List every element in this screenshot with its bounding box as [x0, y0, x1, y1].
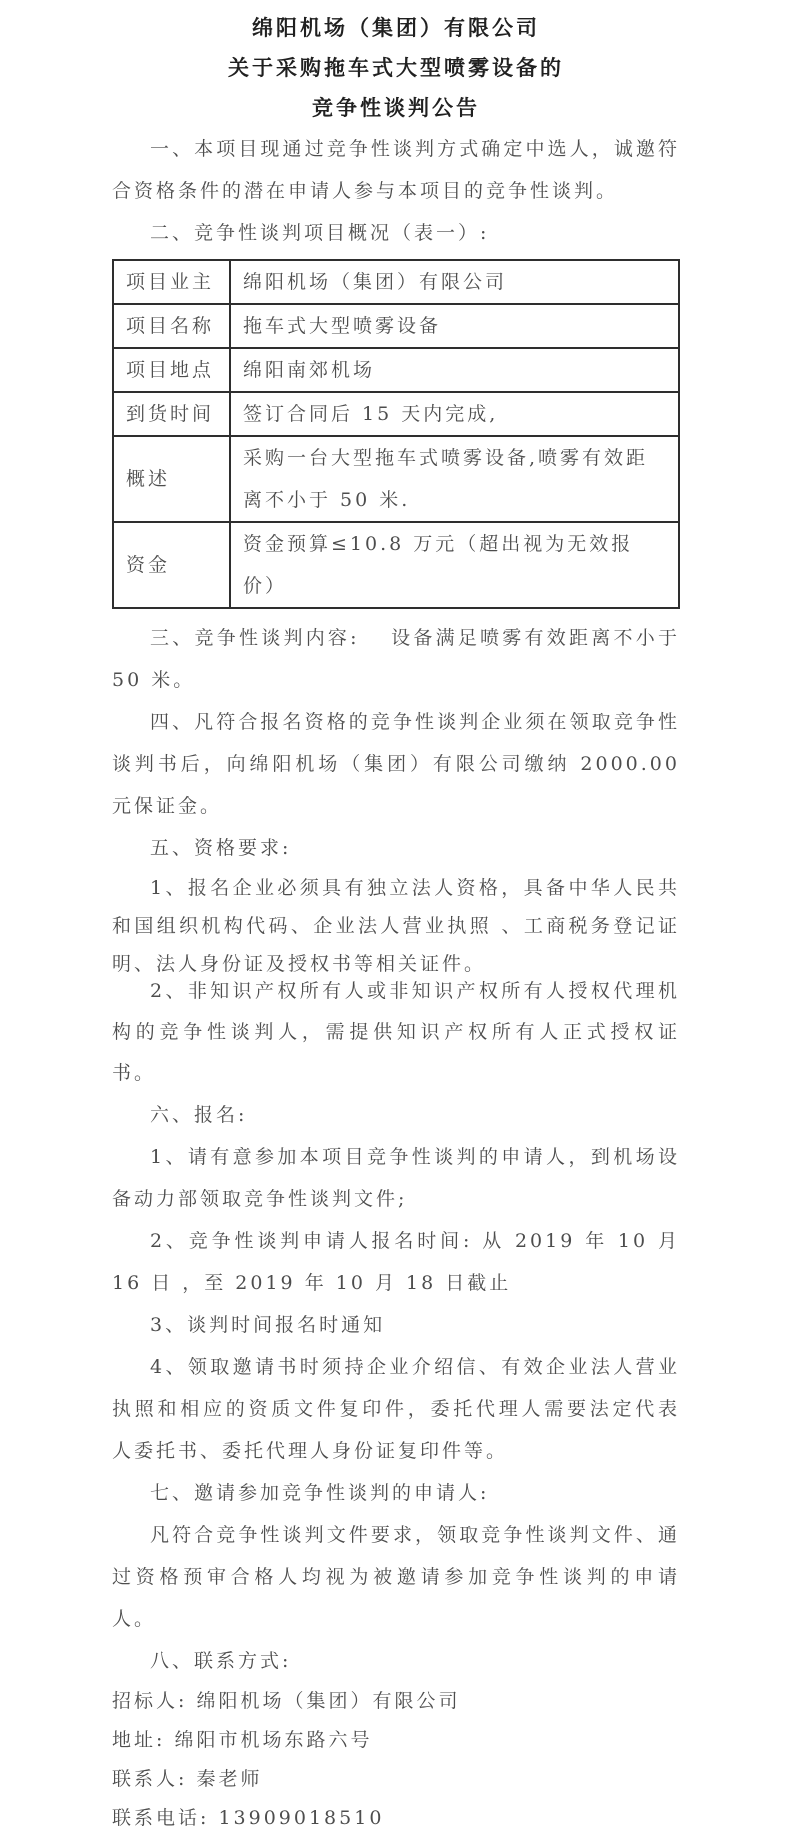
table-cell-value: 绵阳机场（集团）有限公司	[230, 260, 679, 304]
para-section3: 三、竞争性谈判内容: 设备满足喷雾有效距离不小于 50 米。	[112, 627, 680, 691]
doc-title-type: 竞争性谈判公告	[312, 95, 480, 120]
para-section5-item2: 2、非知识产权所有人或非知识产权所有人授权代理机构的竞争性谈判人，需提供知识产权所有人正式授权证书。	[112, 980, 680, 1084]
para-section4: 四、凡符合报名资格的竞争性谈判企业须在领取竞争性谈判书后，向绵阳机场（集团）有限公司缴纳 2000.00 元保证金。	[112, 711, 680, 817]
para-section6-item4: 4、领取邀请书时须持企业介绍信、有效企业法人营业执照和相应的资质文件复印件，委托代理人需要法定代表人委托书、委托代理人身份证复印件等。	[112, 1356, 680, 1462]
para-section6-item1: 1、请有意参加本项目竞争性谈判的申请人，到机场设备动力部领取竞争性谈判文件;	[112, 1146, 680, 1210]
contact-address: 地址: 绵阳市机场东路六号	[112, 1729, 373, 1751]
doc-title-subject: 关于采购拖车式大型喷雾设备的	[228, 55, 564, 80]
doc-title-company: 绵阳机场（集团）有限公司	[252, 15, 540, 40]
para-section6-heading: 六、报名:	[150, 1104, 248, 1126]
table-cell-label: 资金	[113, 522, 230, 608]
para-section6-item3: 3、谈判时间报名时通知	[150, 1314, 386, 1336]
table-cell-value: 拖车式大型喷雾设备	[230, 304, 679, 348]
contact-bidder: 招标人: 绵阳机场（集团）有限公司	[112, 1690, 461, 1712]
contact-person: 联系人: 秦老师	[112, 1768, 263, 1790]
project-overview-table	[112, 259, 680, 609]
table-row-owner	[113, 260, 679, 304]
table-row-location	[113, 348, 679, 392]
table-cell-value: 资金预算≤10.8 万元（超出视为无效报价）	[230, 522, 679, 608]
para-section8-heading: 八、联系方式:	[150, 1650, 292, 1672]
table-cell-value: 签订合同后 15 天内完成,	[230, 392, 679, 436]
table-row-summary	[113, 436, 679, 522]
table-cell-label: 项目业主	[113, 260, 230, 304]
table-row-project-name	[113, 304, 679, 348]
para-section1: 一、本项目现通过竞争性谈判方式确定中选人，诚邀符合资格条件的潜在申请人参与本项目的竞争性谈判。	[112, 138, 680, 202]
table-cell-label: 概述	[113, 436, 230, 522]
table-cell-label: 到货时间	[113, 392, 230, 436]
contact-phone: 联系电话: 13909018510	[112, 1807, 385, 1829]
table-cell-label: 项目地点	[113, 348, 230, 392]
project-overview-table-body	[113, 260, 679, 608]
table-row-delivery-time	[113, 392, 679, 436]
contact-block	[112, 1682, 680, 1838]
table-row-budget	[113, 522, 679, 608]
para-section7-heading: 七、邀请参加竞争性谈判的申请人:	[150, 1482, 490, 1504]
para-section7-body: 凡符合竞争性谈判文件要求，领取竞争性谈判文件、通过资格预审合格人均视为被邀请参加竞争性谈判的申请人。	[112, 1524, 680, 1630]
table-cell-value: 采购一台大型拖车式喷雾设备,喷雾有效距离不小于 50 米.	[230, 436, 679, 522]
para-section2-heading: 二、竞争性谈判项目概况（表一）:	[150, 222, 490, 244]
para-section6-item2: 2、竞争性谈判申请人报名时间: 从 2019 年 10 月 16 日 ，至 2019 年 10 月 18 日截止	[112, 1230, 680, 1294]
para-section5-heading: 五、资格要求:	[150, 837, 292, 859]
para-section5-item1: 1、报名企业必须具有独立法人资格，具备中华人民共和国组织机构代码、企业法人营业执照 、工商税务登记证明、法人身份证及授权书等相关证件。	[112, 877, 680, 975]
table-cell-value: 绵阳南郊机场	[230, 348, 679, 392]
table-cell-label: 项目名称	[113, 304, 230, 348]
